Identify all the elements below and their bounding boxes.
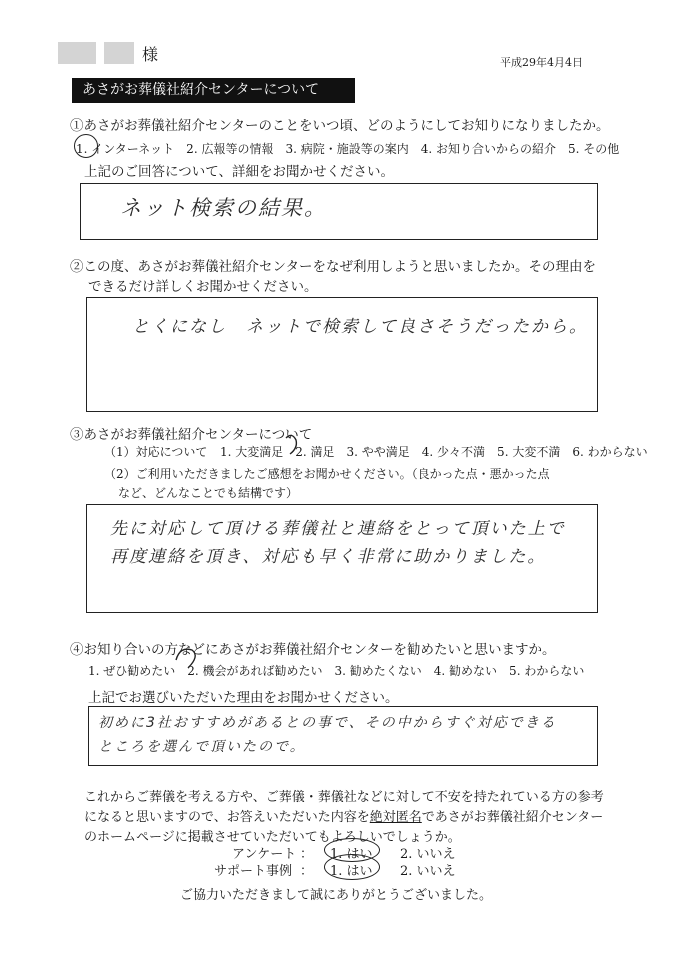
page-title: あさがお葬儀社紹介センターについて [72, 78, 355, 103]
q2-question-line1: ②この度、あさがお葬儀社紹介センターをなぜ利用しようと思いましたか。その理由を [70, 259, 596, 275]
date: 平成29年4月4日 [500, 56, 583, 69]
q1-answer: ネット検索の結果。 [120, 196, 327, 220]
case-no[interactable]: 2. いいえ [400, 864, 456, 879]
q3-sub1-options: 1. 大変満足 2. 満足 3. やや満足 4. 少々不満 5. 大変不満 6. わからない [220, 445, 648, 459]
q4-question: ④お知り合いの方などにあさがお葬儀社紹介センターを勧めたいと思いますか。 [70, 642, 556, 658]
survey-no[interactable]: 2. いいえ [400, 847, 456, 862]
q3-question: ③あさがお葬儀社紹介センターについて [70, 427, 313, 443]
q2-answer: とくになし ネットで検索して良さそうだったから。 [132, 317, 588, 337]
q4-options: 1. ぜひ勧めたい 2. 機会があれば勧めたい 3. 勧めたくない 4. 勧めない 5. わからない [88, 664, 585, 678]
survey-yes[interactable]: 1. はい [330, 847, 373, 862]
q3-answer-line1: 先に対応して頂ける葬儀社と連絡をとって頂いた上で [110, 519, 566, 539]
q3-answer-line2: 再度連絡を頂き、対応も早く非常に助かりました。 [110, 547, 547, 567]
case-yes[interactable]: 1. はい [330, 864, 373, 879]
consent-line1: これからご葬儀を考える方や、ご葬儀・葬儀社などに対して不安を持たれている方の参考 [84, 790, 604, 805]
q4-answer-line1: 初めに3社おすすめがあるとの事で、その中からすぐ対応できる [98, 715, 557, 731]
q3-sub2-line2: など、どんなことでも結構です） [118, 486, 299, 500]
q1-options: 1. インターネット 2. 広報等の情報 3. 病院・施設等の案内 4. お知り合いからの紹介 5. その他 [76, 142, 620, 156]
q1-detail-prompt: 上記のご回答について、詳細をお聞かせください。 [84, 164, 394, 180]
q3-sub2-line1: （2）ご利用いただきましたご感想をお聞かせください。（良かった点・悪かった点 [104, 467, 550, 481]
consent-line2-post: であさがお葬儀社紹介センター [421, 810, 604, 825]
case-label: サポート事例 [214, 864, 293, 879]
consent-emphasis: 絶対匿名 [369, 810, 422, 825]
q4-answer-line2: ところを選んで頂いたので。 [98, 739, 306, 755]
honorific: 様 [142, 45, 159, 64]
q2-question-line2: できるだけ詳しくお聞かせください。 [88, 279, 318, 295]
q4-detail-prompt: 上記でお選びいただいた理由をお聞かせください。 [88, 690, 399, 706]
survey-colon: ： [300, 847, 314, 862]
survey-label: アンケート [232, 847, 297, 862]
consent-line3: のホームページに掲載させていただいてもよろしいでしょうか。 [84, 830, 461, 845]
q4-option2-check-mark [176, 649, 195, 668]
q1-question: ①あさがお葬儀社紹介センターのことをいつ頃、どのようにしてお知りになりましたか。 [70, 118, 610, 134]
q3-sub1-label: （1）対応について [104, 445, 208, 459]
case-colon: ： [300, 864, 314, 879]
thanks: ご協力いただきまして誠にありがとうございました。 [180, 888, 493, 903]
q3-option2-check-mark [286, 435, 296, 454]
consent-line2-pre: になると思いますので、お答えいただいた内容を [84, 810, 370, 825]
